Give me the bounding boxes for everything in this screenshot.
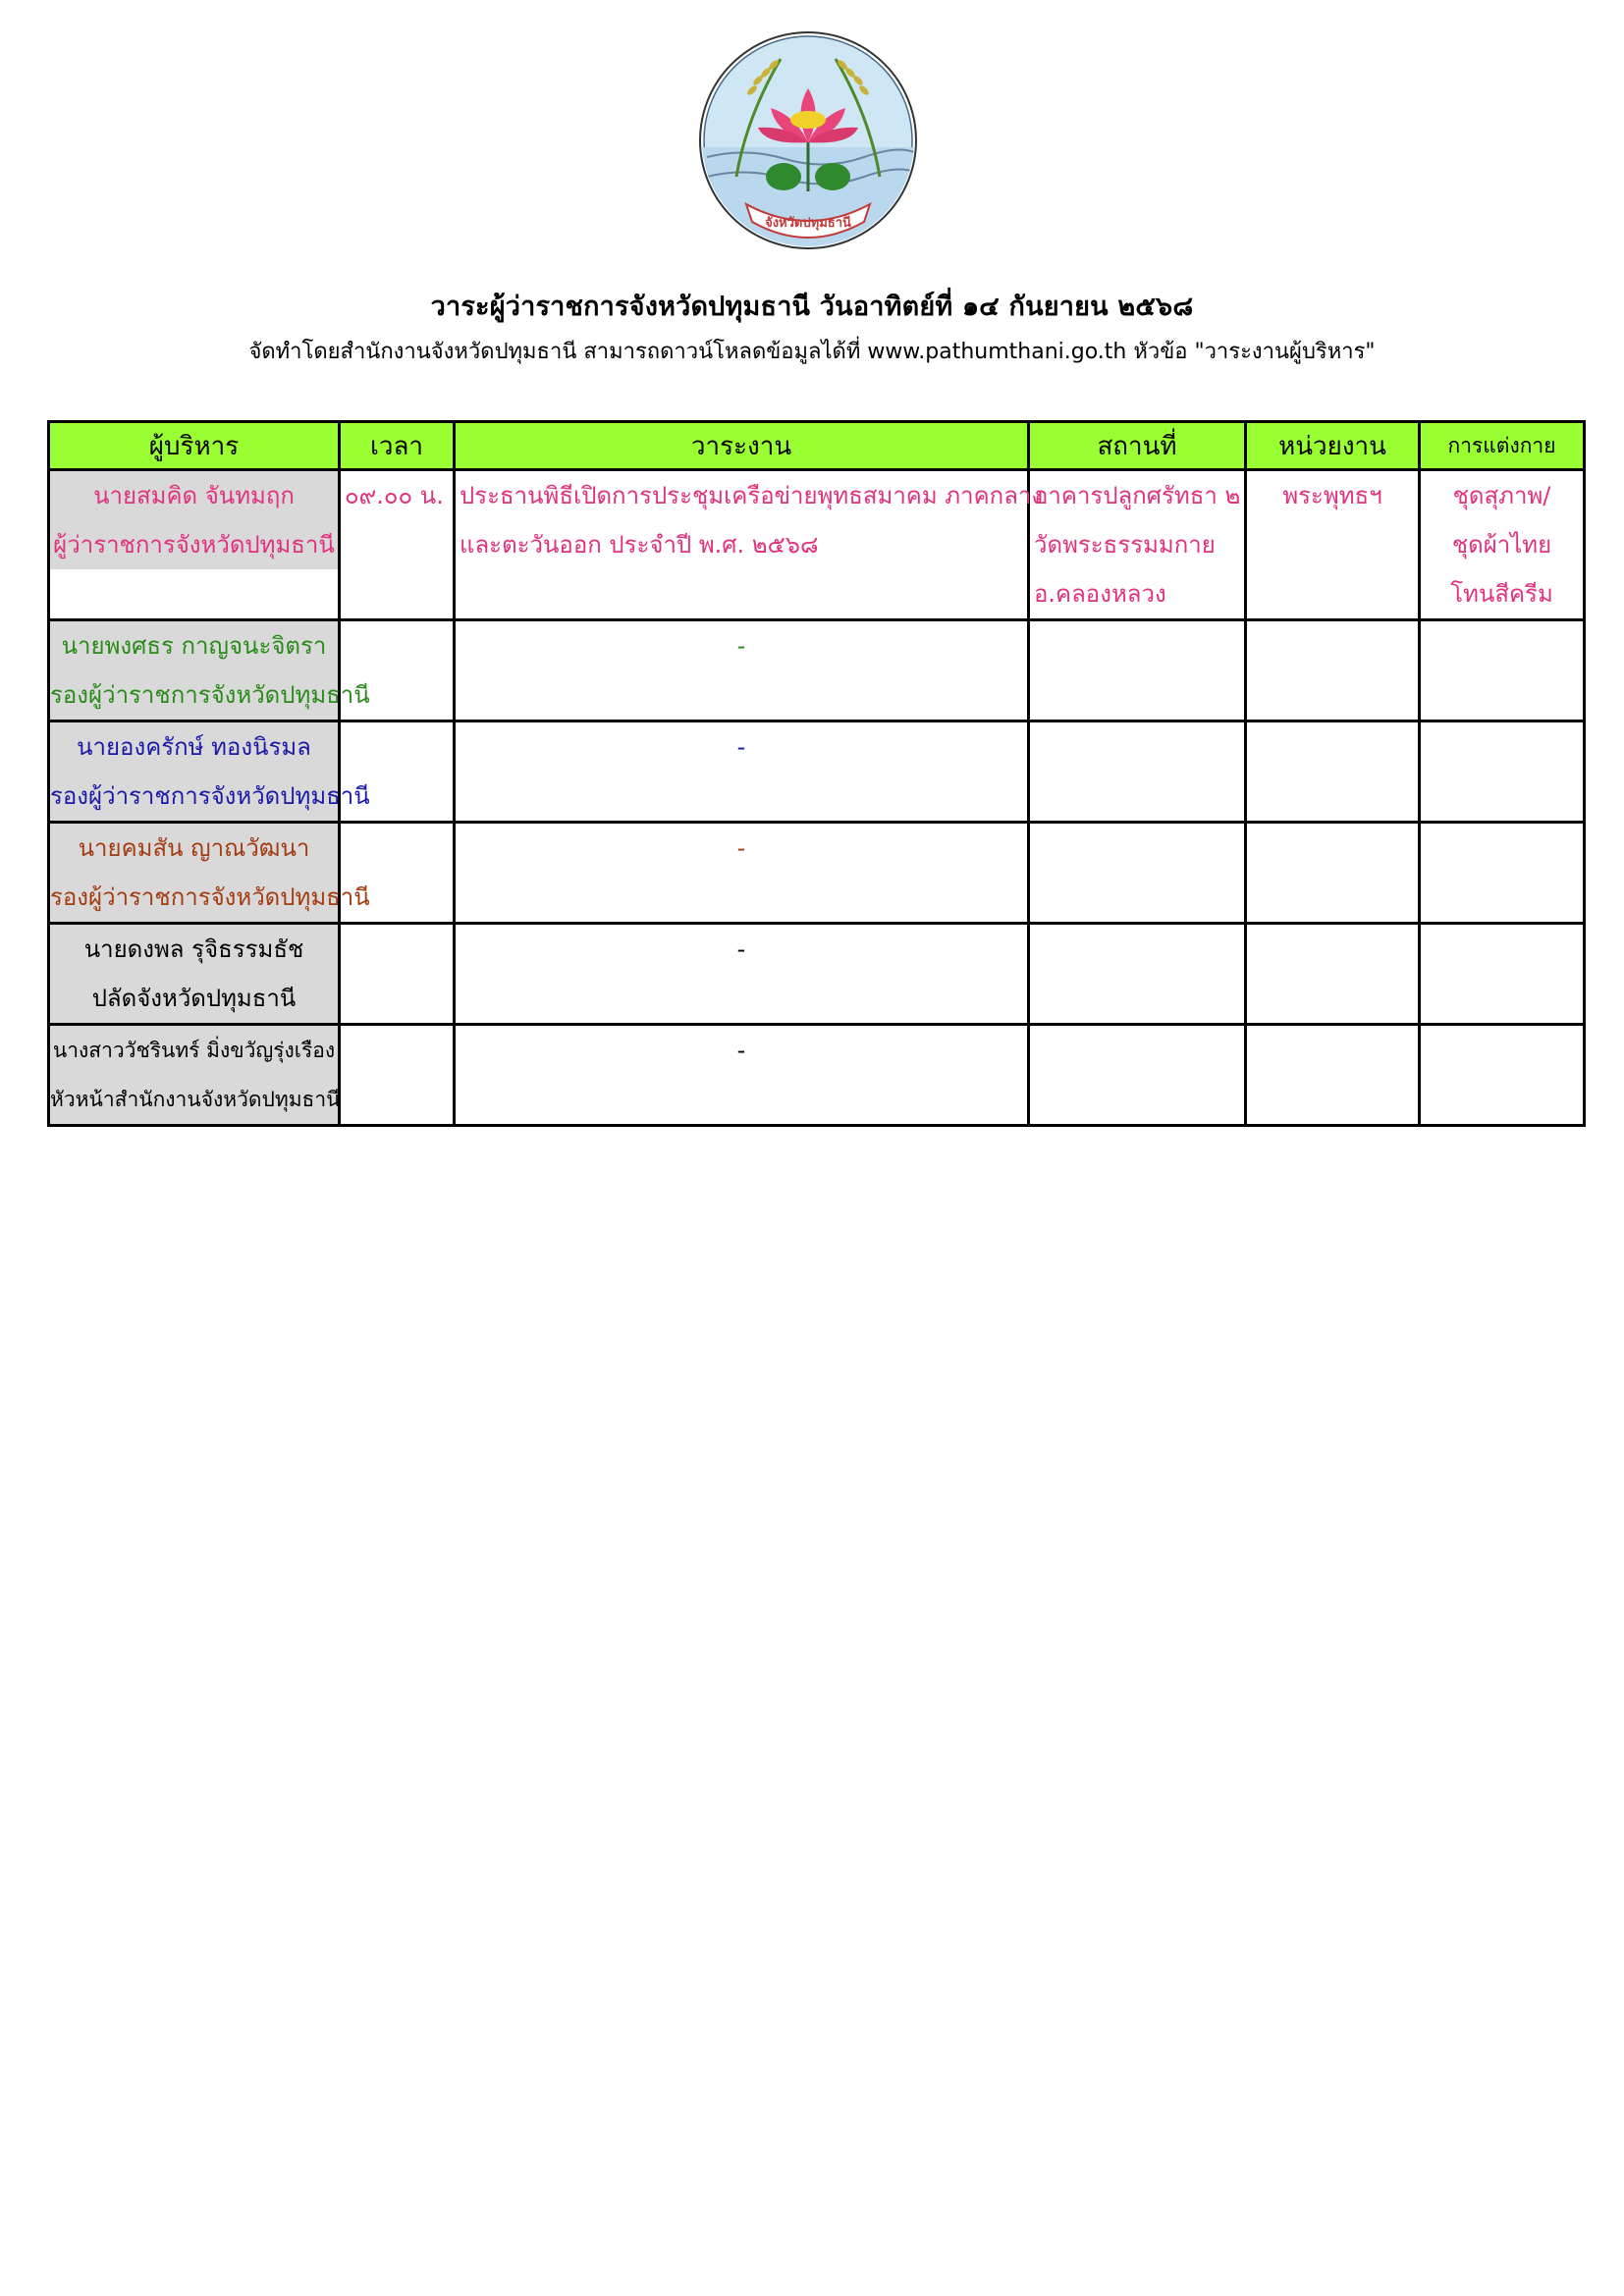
page-title: วาระผู้ว่าราชการจังหวัดปทุมธานี วันอาทิตย์ที่ ๑๔ กันยายน ๒๕๖๘ [430,292,1194,322]
header-location: สถานที่ [1029,422,1246,470]
executive-position: ปลัดจังหวัดปทุมธานี [50,974,338,1023]
table-row [49,721,1585,823]
location-cell [1029,620,1246,721]
executive-cell [49,823,370,924]
agenda-cell: - [455,1025,1029,1126]
table-row [49,1025,1585,1126]
location-line: วัดพระธรรมมกาย [1034,531,1216,559]
agency-cell [1246,924,1420,1025]
location-line: อาคารปลูกศรัทธา ๒ [1034,482,1241,509]
executive-cell [49,924,340,1025]
executive-cell [49,470,340,620]
agenda-cell: - [455,823,1029,924]
executive-position: หัวหน้าสำนักงานจังหวัดปทุมธานี [50,1075,338,1124]
agenda-cell: - [455,721,1029,823]
dress-cell [1420,823,1585,924]
executive-name: นายพงศธร กาญจนะจิตรา [50,621,338,670]
time-cell [340,1025,455,1126]
agency-cell: พระพุทธฯ [1246,470,1420,620]
dress-cell [1420,721,1585,823]
agenda-cell [455,470,1044,620]
executive-name: นายคมสัน ญาณวัฒนา [50,824,338,873]
time-cell: ๐๙.๐๐ น. [340,470,455,620]
header-agenda: วาระงาน [455,422,1029,470]
table-header-row [49,422,1585,470]
agenda-line: ประธานพิธีเปิดการประชุมเครือข่ายพุทธสมาคม ภาคกลาง [460,482,1044,509]
agency-cell [1246,1025,1420,1126]
location-cell [1029,470,1246,620]
executive-name: นายดงพล รุจิธรรมธัช [50,925,338,974]
pathum-thani-seal-logo [697,29,919,251]
table-row [49,620,1585,721]
agency-cell [1246,620,1420,721]
agency-cell [1246,721,1420,823]
executive-name: นายองครักษ์ ทองนิรมล [50,722,338,772]
dress-line: โทนสีครีม [1450,580,1553,608]
dress-cell [1420,470,1585,620]
location-cell [1029,1025,1246,1126]
location-line: อ.คลองหลวง [1034,580,1166,608]
dress-cell [1420,620,1585,721]
location-cell [1029,721,1246,823]
page-subtitle: จัดทำโดยสำนักงานจังหวัดปทุมธานี สามารถดาวน์โหลดข้อมูลได้ที่ www.pathumthani.go.th หัวข้อ "วาระงานผู้บริหาร" [248,340,1376,364]
table-row [49,470,1585,620]
executive-cell [49,721,370,823]
agenda-cell: - [455,620,1029,721]
location-cell [1029,823,1246,924]
agenda-line: และตะวันออก ประจำปี พ.ศ. ๒๕๖๘ [460,531,819,559]
executive-position: รองผู้ว่าราชการจังหวัดปทุมธานี [50,873,338,922]
executive-cell [49,620,370,721]
time-cell [340,924,455,1025]
table-row [49,823,1585,924]
executive-cell [49,1025,340,1126]
executive-position: รองผู้ว่าราชการจังหวัดปทุมธานี [50,772,338,821]
header-dress: การแต่งกาย [1420,422,1585,470]
table-row [49,924,1585,1025]
executive-position: ผู้ว่าราชการจังหวัดปทุมธานี [50,520,338,569]
agency-cell [1246,823,1420,924]
executive-position: รองผู้ว่าราชการจังหวัดปทุมธานี [50,670,338,720]
agenda-cell: - [455,924,1029,1025]
svg-text:จังหวัดปทุมธานี: จังหวัดปทุมธานี [765,216,851,231]
location-cell [1029,924,1246,1025]
executive-name: นางสาววัชรินทร์ มิ่งขวัญรุ่งเรือง [50,1026,338,1075]
executive-name: นายสมคิด จันทมฤก [50,471,338,520]
header-executive: ผู้บริหาร [49,422,340,470]
header-agency: หน่วยงาน [1246,422,1420,470]
dress-line: ชุดผ้าไทย [1451,531,1552,559]
agenda-table [47,420,1586,1127]
dress-line: ชุดสุภาพ/ [1452,482,1551,509]
header-time: เวลา [340,422,455,470]
dress-cell [1420,1025,1585,1126]
dress-cell [1420,924,1585,1025]
